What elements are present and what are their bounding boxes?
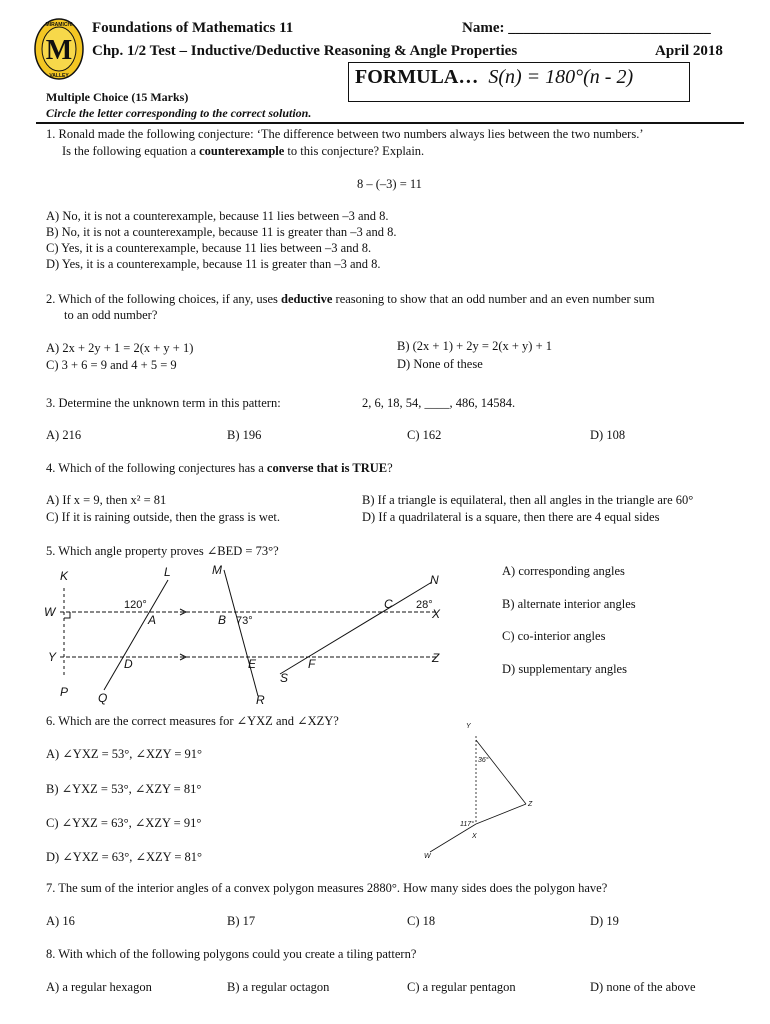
label-a: A <box>148 613 157 627</box>
q1-stem-line2: Is the following equation a counterexample to this conjecture? Explain. <box>62 144 425 158</box>
q3-pattern: 2, 6, 18, 54, ____, 486, 14584. <box>362 396 516 410</box>
q3-option-c[interactable]: C) 162 <box>407 428 442 442</box>
q7-option-d[interactable]: D) 19 <box>590 914 619 928</box>
triangle-angle-36: 36° <box>478 757 489 764</box>
name-field-label: Name: ___________________________ <box>462 20 711 36</box>
triangle-angle-117: 117° <box>460 821 474 828</box>
q2-option-a[interactable]: A) 2x + 2y + 1 = 2(x + y + 1) <box>46 341 194 355</box>
line-mr <box>224 570 258 696</box>
q2-stem-line1: 2. Which of the following choices, if any, uses deductive reasoning to show that an odd number and an even number sum <box>46 292 655 306</box>
line-ns <box>280 582 432 674</box>
formula-box <box>348 62 690 102</box>
q7-option-a[interactable]: A) 16 <box>46 914 75 928</box>
section-title: Multiple Choice (15 Marks) <box>46 90 189 104</box>
q1-equation: 8 – (–3) = 11 <box>357 177 422 191</box>
triangle-label-y: Y <box>466 723 471 730</box>
angle-73: 73° <box>236 615 253 627</box>
q6-option-b[interactable]: B) ∠YXZ = 53°, ∠XZY = 81° <box>46 782 202 796</box>
label-d: D <box>124 657 133 671</box>
q2-option-c[interactable]: C) 3 + 6 = 9 and 4 + 5 = 9 <box>46 358 177 372</box>
q6-option-d[interactable]: D) ∠YXZ = 63°, ∠XZY = 81° <box>46 850 203 864</box>
q2-option-d[interactable]: D) None of these <box>397 357 483 371</box>
q4-option-d[interactable]: D) If a quadrilateral is a square, then there are 4 equal sides <box>362 510 660 524</box>
svg-text:M: M <box>45 35 73 66</box>
label-w: W <box>44 605 56 619</box>
label-m: M <box>212 563 222 577</box>
q6-option-a[interactable]: A) ∠YXZ = 53°, ∠XZY = 91° <box>46 747 203 761</box>
q3-option-a[interactable]: A) 216 <box>46 428 82 442</box>
label-p: P <box>60 685 69 699</box>
triangle-label-w: W <box>424 853 431 860</box>
right-angle-mark <box>64 612 70 618</box>
label-r: R <box>256 693 265 707</box>
label-f: F <box>308 657 316 671</box>
q7-option-c[interactable]: C) 18 <box>407 914 436 928</box>
angle-28: 28° <box>416 599 433 611</box>
q8-option-c[interactable]: C) a regular pentagon <box>407 980 516 994</box>
triangle-label-z: Z <box>528 801 533 808</box>
school-logo <box>34 18 84 80</box>
label-z: Z <box>432 651 440 665</box>
q6-stem: 6. Which are the correct measures for ∠YXZ and ∠XZY? <box>46 714 339 728</box>
q1-option-c[interactable]: C) Yes, it is a counterexample, because 11 lies between –3 and 8. <box>46 241 372 255</box>
svg-text:VALLEY: VALLEY <box>49 73 69 79</box>
q1-stem-line1: 1. Ronald made the following conjecture: ‘The difference between two numbers always lies between the two numbers.’ <box>46 127 644 141</box>
triangle-diagram <box>420 716 550 864</box>
q4-stem: 4. Which of the following conjectures has a converse that is TRUE? <box>46 461 393 475</box>
q8-stem: 8. With which of the following polygons could you create a tiling pattern? <box>46 947 417 961</box>
parallel-lines-diagram <box>40 558 460 708</box>
q6-option-c[interactable]: C) ∠YXZ = 63°, ∠XZY = 91° <box>46 816 202 830</box>
q5-option-a[interactable]: A) corresponding angles <box>502 564 625 578</box>
q1-option-d[interactable]: D) Yes, it is a counterexample, because 11 is greater than –3 and 8. <box>46 257 381 271</box>
q4-option-a[interactable]: A) If x = 9, then x² = 81 <box>46 493 167 507</box>
label-q: Q <box>98 691 108 705</box>
q8-option-b[interactable]: B) a regular octagon <box>227 980 330 994</box>
q4-option-b[interactable]: B) If a triangle is equilateral, then all angles in the triangle are 60° <box>362 493 694 507</box>
line-lq <box>104 580 168 690</box>
label-x: X <box>432 607 441 621</box>
section-instruction: Circle the letter corresponding to the correct solution. <box>46 106 312 120</box>
q4-option-c[interactable]: C) If it is raining outside, then the grass is wet. <box>46 510 280 524</box>
q5-stem: 5. Which angle property proves ∠BED = 73°? <box>46 544 279 558</box>
q1-option-b[interactable]: B) No, it is not a counterexample, because 11 is greater than –3 and 8. <box>46 225 397 239</box>
q8-option-d[interactable]: D) none of the above <box>590 980 696 994</box>
course-title: Foundations of Mathematics 11 <box>92 20 294 36</box>
q5-option-d[interactable]: D) supplementary angles <box>502 662 627 676</box>
q5-option-c[interactable]: C) co-interior angles <box>502 629 606 643</box>
formula-label: FORMULA… <box>355 66 479 88</box>
label-l: L <box>164 565 171 579</box>
label-c: C <box>384 597 393 611</box>
triangle-label-x: X <box>472 833 477 840</box>
formula-expression: S(n) = 180°(n - 2) <box>488 66 634 88</box>
label-k: K <box>60 569 69 583</box>
q3-option-d[interactable]: D) 108 <box>590 428 626 442</box>
test-subtitle: Chp. 1/2 Test – Inductive/Deductive Reasoning & Angle Properties <box>92 43 518 59</box>
svg-text:MIRAMICHI: MIRAMICHI <box>45 22 73 28</box>
q7-option-b[interactable]: B) 17 <box>227 914 256 928</box>
label-s: S <box>280 671 289 685</box>
q2-stem-line2: to an odd number? <box>64 308 158 322</box>
label-y: Y <box>48 650 57 664</box>
q3-stem: 3. Determine the unknown term in this pattern: <box>46 396 281 410</box>
label-e: E <box>248 657 257 671</box>
label-n: N <box>430 573 439 587</box>
q5-option-b[interactable]: B) alternate interior angles <box>502 597 636 611</box>
angle-120: 120° <box>124 599 147 611</box>
q7-stem: 7. The sum of the interior angles of a convex polygon measures 2880°. How many sides does the polygon have? <box>46 881 608 895</box>
label-b: B <box>218 613 227 627</box>
q3-option-b[interactable]: B) 196 <box>227 428 262 442</box>
q2-option-b[interactable]: B) (2x + 1) + 2y = 2(x + y) + 1 <box>397 339 553 353</box>
test-date: April 2018 <box>655 43 723 59</box>
q8-option-a[interactable]: A) a regular hexagon <box>46 980 152 994</box>
header-divider <box>36 122 744 124</box>
q1-option-a[interactable]: A) No, it is not a counterexample, because 11 lies between –3 and 8. <box>46 209 389 223</box>
